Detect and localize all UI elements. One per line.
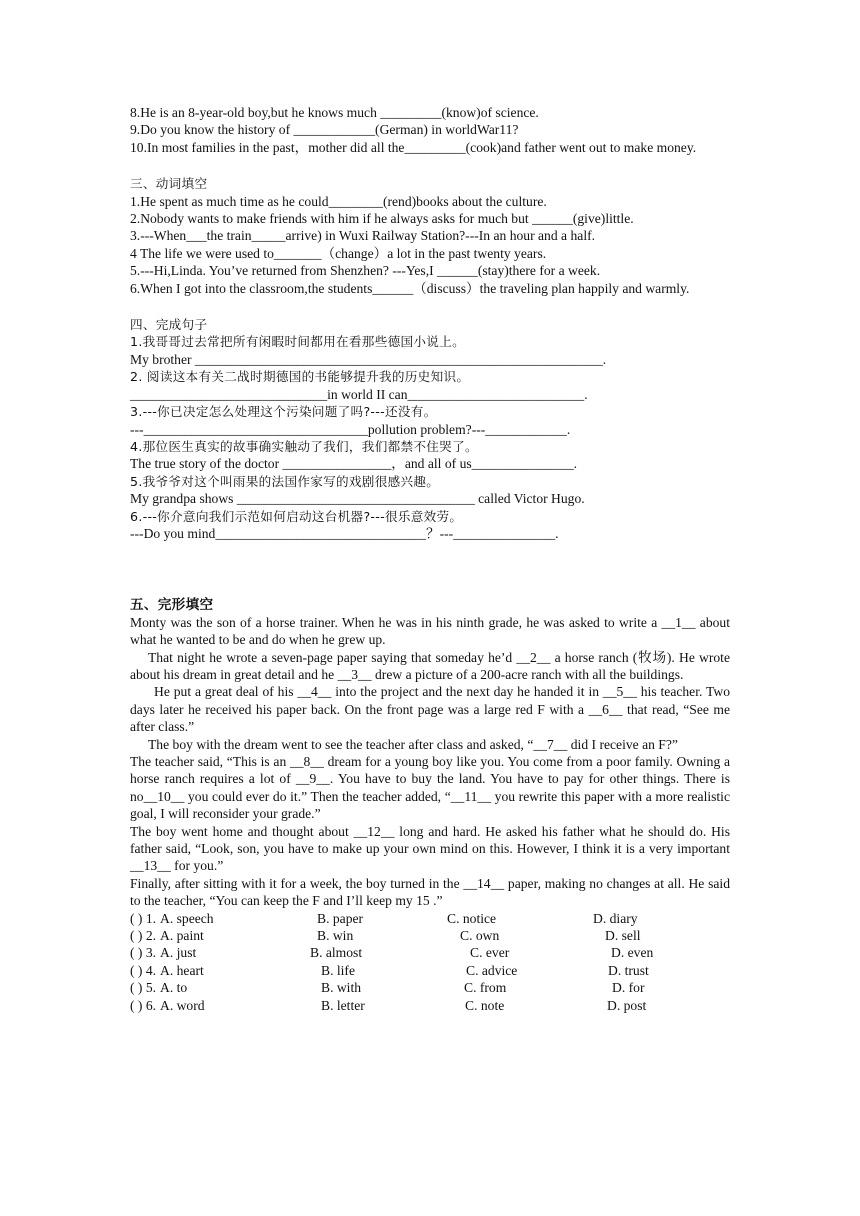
cloze-paragraph: Monty was the son of a horse trainer. When he was in his ninth grade, he was asked to write a __1__ about what he wanted to be and do when he grew up. [130, 614, 730, 648]
option-row [130, 979, 730, 996]
option-b: B. life [321, 962, 355, 978]
answer-bracket: ( ) 2. [130, 928, 157, 944]
option-b: B. letter [321, 997, 365, 1013]
answer-bracket: ( ) 6. [130, 997, 157, 1013]
option-b: B. with [321, 980, 362, 996]
option-c: C. ever [470, 945, 510, 961]
option-a: A. to [160, 980, 188, 996]
exercise-item: 4 The life we were used to_______（change）a lot in the past twenty years. [130, 245, 547, 261]
option-a: A. just [160, 945, 197, 961]
answer-bracket: ( ) 5. [130, 980, 157, 996]
option-d: D. trust [608, 962, 649, 978]
exercise-item: 10.In most families in the past，mother did all the_________(cook)and father went out to make money. [130, 139, 697, 155]
prompt-chinese: 3.---你已决定怎么处理这个污染问题了吗?---还没有。 [130, 404, 437, 420]
exercise-item: 3.---When___the train_____arrive) in Wuxi Railway Station?---In an hour and a half. [130, 228, 596, 244]
prompt-chinese: 5.我爷爷对这个叫雨果的法国作家写的戏剧很感兴趣。 [130, 473, 440, 489]
option-row [130, 944, 730, 961]
answer-line: The true story of the doctor ________________，and all of us_______________. [130, 456, 578, 472]
option-row [130, 962, 730, 979]
prompt-chinese: 2. 阅读这本有关二战时期德国的书能够提升我的历史知识。 [130, 369, 470, 385]
answer-line: ---_________________________________pollution problem?---____________. [130, 421, 571, 437]
answer-bracket: ( ) 3. [130, 945, 157, 961]
option-row [130, 910, 730, 927]
exercise-item: 6.When I got into the classroom,the students______（discuss）the traveling plan happily and warmly. [130, 280, 690, 296]
exercise-item: 1.He spent as much time as he could________(rend)books about the culture. [130, 193, 547, 209]
option-row [130, 927, 730, 944]
option-a: A. heart [160, 962, 204, 978]
answer-bracket: ( ) 1. [130, 910, 157, 926]
option-a: A. speech [160, 910, 214, 926]
answer-line: My brother ____________________________________________________________. [130, 351, 607, 367]
section-heading-sentences: 四、完成句子 [130, 317, 208, 333]
answer-line: ---Do you mind_______________________________？---_______________. [130, 525, 559, 541]
section-heading-verbs: 三、动词填空 [130, 176, 208, 192]
section-heading-cloze: 五、完形填空 [130, 597, 214, 613]
option-c: C. own [460, 928, 500, 944]
option-row [130, 997, 730, 1014]
exercise-item: 9.Do you know the history of ____________(German) in worldWar11? [130, 122, 519, 138]
option-d: D. post [607, 997, 647, 1013]
option-b: B. paper [317, 910, 364, 926]
option-d: D. for [612, 980, 645, 996]
option-a: A. paint [160, 928, 204, 944]
exercise-item: 8.He is an 8-year-old boy,but he knows much _________(know)of science. [130, 105, 539, 120]
cloze-paragraph: The boy with the dream went to see the teacher after class and asked, “__7__ did I receive an F?” [148, 736, 678, 752]
option-b: B. win [317, 928, 354, 944]
exercise-item: 2.Nobody wants to make friends with him if he always asks for much but ______(give)little. [130, 211, 634, 227]
option-c: C. notice [447, 910, 497, 926]
answer-line: My grandpa shows ___________________________________ called Victor Hugo. [130, 491, 585, 507]
option-c: C. advice [466, 962, 518, 978]
option-c: C. note [465, 997, 505, 1013]
prompt-chinese: 4.那位医生真实的故事确实触动了我们，我们都禁不住哭了。 [130, 438, 478, 454]
option-d: D. diary [593, 910, 638, 926]
document-page [130, 104, 730, 1014]
prompt-chinese: 1.我哥哥过去常把所有闲暇时间都用在看那些德国小说上。 [130, 334, 465, 350]
cloze-paragraph: The boy went home and thought about __12__ long and hard. He asked his father what he should do. His father said, “Look, son, you have to make up your own mind on this. However, I think it is a very important __13__ for you.” [130, 823, 730, 874]
answer-bracket: ( ) 4. [130, 962, 157, 978]
option-d: D. sell [605, 928, 641, 944]
cloze-paragraph: That night he wrote a seven-page paper saying that someday he’d __2__ a horse ranch (牧场). He wrote about his dream in great detail and he __3__ drew a picture of a 200-acre ranch with all the buildings. [130, 649, 730, 682]
cloze-paragraph: Finally, after sitting with it for a week, the boy turned in the __14__ paper, making no changes at all. He said to the teacher, “You can keep the F and I’ll keep my 15 .” [130, 875, 730, 909]
cloze-paragraph: He put a great deal of his __4__ into the project and the next day he handed it in __5__ his teacher. Two days later he received his paper back. On the front page was a large red F with a __6__ that read, “See me after class.” [130, 684, 730, 735]
answer-line: _____________________________in world II can__________________________. [130, 386, 588, 402]
option-c: C. from [464, 980, 507, 996]
prompt-chinese: 6.---你介意向我们示范如何启动这台机器?---很乐意效劳。 [130, 508, 463, 524]
cloze-paragraph: The teacher said, “This is an __8__ dream for a young boy like you. You come from a poor family. Owning a horse ranch requires a lot of __9__. You have to buy the land. You have to pay for other things. There is no__10__ you could ever do it.” Then the teacher added, “__11__ you rewrite this paper with a more realistic goal, I will reconsider your grade.” [130, 754, 730, 822]
option-b: B. almost [310, 945, 363, 961]
option-a: A. word [160, 997, 205, 1013]
exercise-item: 5.---Hi,Linda. You’ve returned from Shenzhen? ---Yes,I ______(stay)there for a week. [130, 263, 601, 279]
option-d: D. even [611, 945, 654, 961]
